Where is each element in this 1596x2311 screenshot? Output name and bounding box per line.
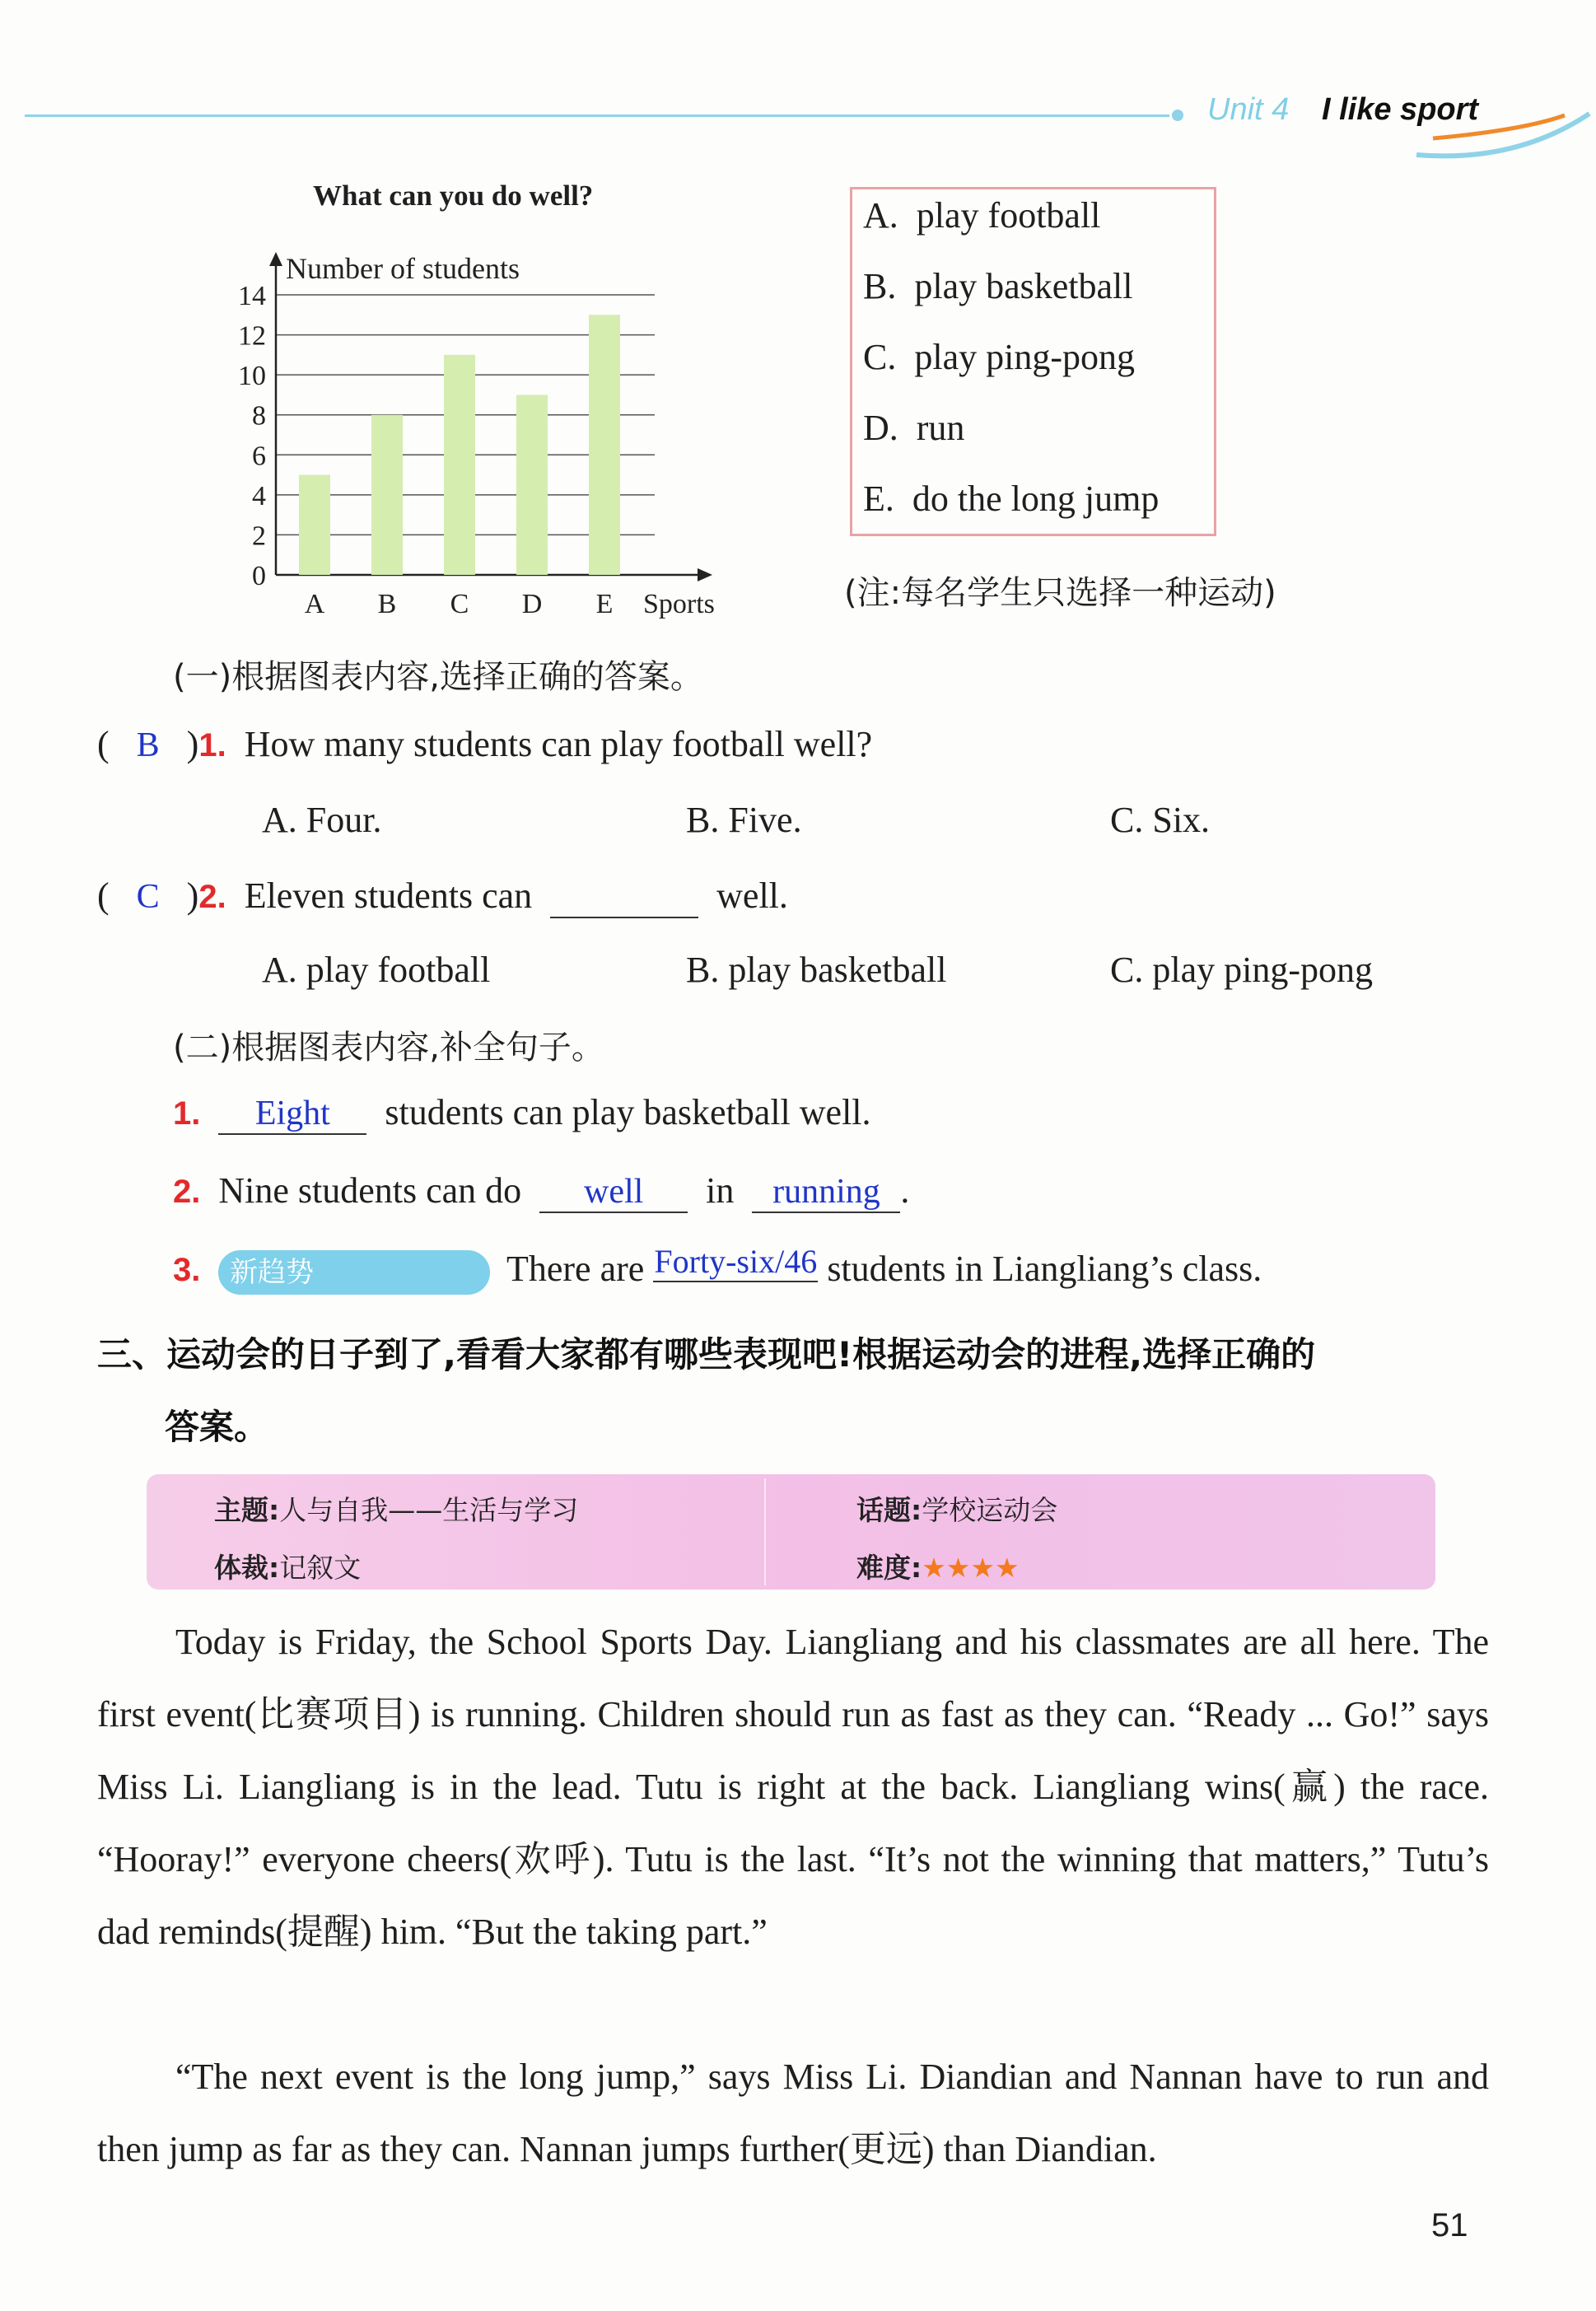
new-trend-tag: 新趋势 xyxy=(218,1250,490,1295)
difficulty-line: 难度:★★★★ xyxy=(856,1552,1020,1584)
fill-answer-2a: well xyxy=(539,1172,688,1213)
bar-D xyxy=(516,395,548,575)
x-tick-label: E xyxy=(595,589,614,619)
difficulty-stars: ★★★★ xyxy=(922,1552,1020,1584)
x-tick-label: D xyxy=(521,589,543,619)
q1-choice-a: A. Four. xyxy=(262,800,382,840)
y-tick-label: 10 xyxy=(238,361,266,392)
answer-2: C xyxy=(136,878,160,916)
x-axis-arrow xyxy=(698,568,712,581)
y-tick-label: 4 xyxy=(252,480,266,511)
y-tick-label: 0 xyxy=(252,561,266,591)
option-e: E. do the long jump xyxy=(863,479,1160,519)
bar-B xyxy=(371,415,403,575)
q1-choice-b: B. Five. xyxy=(686,800,802,840)
unit-title: I like sport xyxy=(1322,92,1479,127)
fill-answer-1: Eight xyxy=(218,1094,366,1135)
y-tick-label: 6 xyxy=(252,441,266,472)
q2-choice-b: B. play basketball xyxy=(686,950,947,990)
option-a: A. play football xyxy=(863,195,1101,236)
option-c: C. play ping-pong xyxy=(863,337,1135,377)
option-d: D. run xyxy=(863,408,965,448)
fill-item-2: 2. Nine students can do well in running . xyxy=(173,1170,909,1213)
chart-title: What can you do well? xyxy=(313,180,594,212)
q2-choice-c: C. play ping-pong xyxy=(1110,950,1373,990)
fill-answer-2b: running xyxy=(752,1172,900,1213)
chart-note: (注:每名学生只选择一种运动) xyxy=(844,574,1276,612)
theme-line: 主题:人与自我——生活与学习 xyxy=(214,1494,579,1526)
x-axis-title: Sports xyxy=(643,589,715,619)
part1-heading: (一)根据图表内容,选择正确的答案。 xyxy=(173,658,703,696)
bar-A xyxy=(299,475,330,575)
bar-C xyxy=(444,355,475,575)
header-rule xyxy=(25,114,1169,117)
y-tick-label: 2 xyxy=(252,521,266,552)
section3-heading-cont: 答案。 xyxy=(165,1407,269,1447)
topic-line: 话题:学校运动会 xyxy=(856,1494,1058,1526)
fill-item-1: 1. Eight students can play basketball well. xyxy=(173,1091,871,1135)
fill-item-3: There are Forty-six/46 students in Liangliang’s class. xyxy=(506,1243,1262,1289)
y-axis-title: Number of students xyxy=(286,252,520,285)
passage-paragraph-2: “The next event is the long jump,” says Miss Li. Diandian and Nannan have to run and then jump as far as they can. Nannan jumps further(更远) than Diandian. xyxy=(97,2057,1489,2169)
fill-answer-3: Forty-six/46 xyxy=(653,1242,818,1282)
y-tick-label: 14 xyxy=(238,281,266,311)
passage-paragraph-1: Today is Friday, the School Sports Day. Liangliang and his classmates are all here. The first event(比赛项目) is running. Children should run as fast as they can. “Ready ... Go!” says Miss Li. Liangliang is in the lead. Tutu is right at the back. Liangliang wins(赢) the race. “Hooray!” everyone cheers(欢呼). Tutu is the last. “It’s not the winning that matters,” Tutu’s dad reminds(提醒) him. “But the taking part.” xyxy=(97,1622,1489,1952)
question-2: ( C )2. Eleven students can well. xyxy=(97,875,788,918)
option-b: B. play basketball xyxy=(863,266,1133,306)
q2-choice-a: A. play football xyxy=(262,950,491,990)
x-tick-label: A xyxy=(304,589,325,619)
fill-item-3-num: 3. xyxy=(173,1252,201,1288)
x-tick-label: B xyxy=(377,589,397,619)
question-1: ( B )1. How many students can play football well? xyxy=(97,724,873,764)
band-divider xyxy=(764,1478,766,1585)
genre-line: 体裁:记叙文 xyxy=(214,1552,362,1584)
part2-heading: (二)根据图表内容,补全句子。 xyxy=(173,1029,604,1067)
bar-E xyxy=(589,315,620,575)
unit-label: Unit 4 xyxy=(1207,92,1290,127)
y-tick-label: 8 xyxy=(252,400,266,432)
y-tick-label: 12 xyxy=(238,320,266,352)
x-tick-label: C xyxy=(450,589,469,619)
page-number: 51 xyxy=(1431,2207,1468,2243)
answer-1: B xyxy=(136,726,160,764)
section3-heading: 三、运动会的日子到了,看看大家都有哪些表现吧!根据运动会的进程,选择正确的 xyxy=(97,1334,1316,1375)
y-axis-arrow xyxy=(269,252,282,266)
bar-chart xyxy=(206,222,749,626)
q1-choice-c: C. Six. xyxy=(1110,800,1211,840)
